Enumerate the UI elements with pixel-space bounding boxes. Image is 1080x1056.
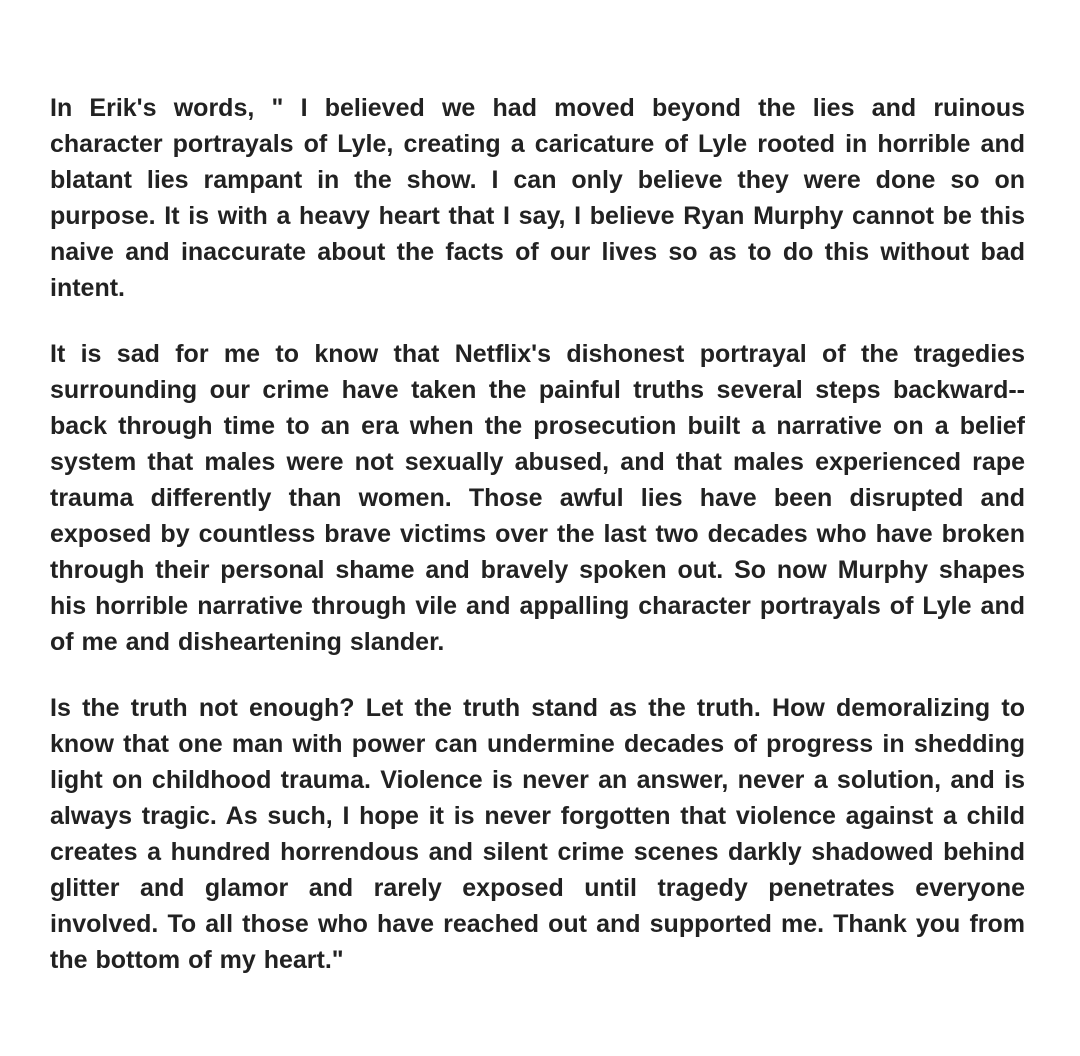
statement-document — [50, 90, 1025, 1008]
paragraph-3: Is the truth not enough? Let the truth stand as the truth. How demoralizing to know that one man with power can undermine decades of progress in shedding light on childhood trauma. Violence is never an answer, never a solution, and is always tragic. As such, I hope it is never forgotten that violence against a child creates a hundred horrendous and silent crime scenes darkly shadowed behind glitter and glamor and rarely exposed until tragedy penetrates everyone involved. To all those who have reached out and supported me. Thank you from the bottom of my heart." — [50, 694, 1025, 974]
paragraph-2: It is sad for me to know that Netflix's dishonest portrayal of the tragedies surrounding our crime have taken the painful truths several steps backward-- back through time to an era when the prosecution built a narrative on a belief system that males were not sexually abused, and that males experienced rape trauma differently than women. Those awful lies have been disrupted and exposed by countless brave victims over the last two decades who have broken through their personal shame and bravely spoken out. So now Murphy shapes his horrible narrative through vile and appalling character portrayals of Lyle and of me and disheartening slander. — [50, 340, 1025, 656]
paragraph-1: In Erik's words, " I believed we had moved beyond the lies and ruinous character portrayals of Lyle, creating a caricature of Lyle rooted in horrible and blatant lies rampant in the show. I can only believe they were done so on purpose. It is with a heavy heart that I say, I believe Ryan Murphy cannot be this naive and inaccurate about the facts of our lives so as to do this without bad intent. — [50, 94, 1025, 302]
